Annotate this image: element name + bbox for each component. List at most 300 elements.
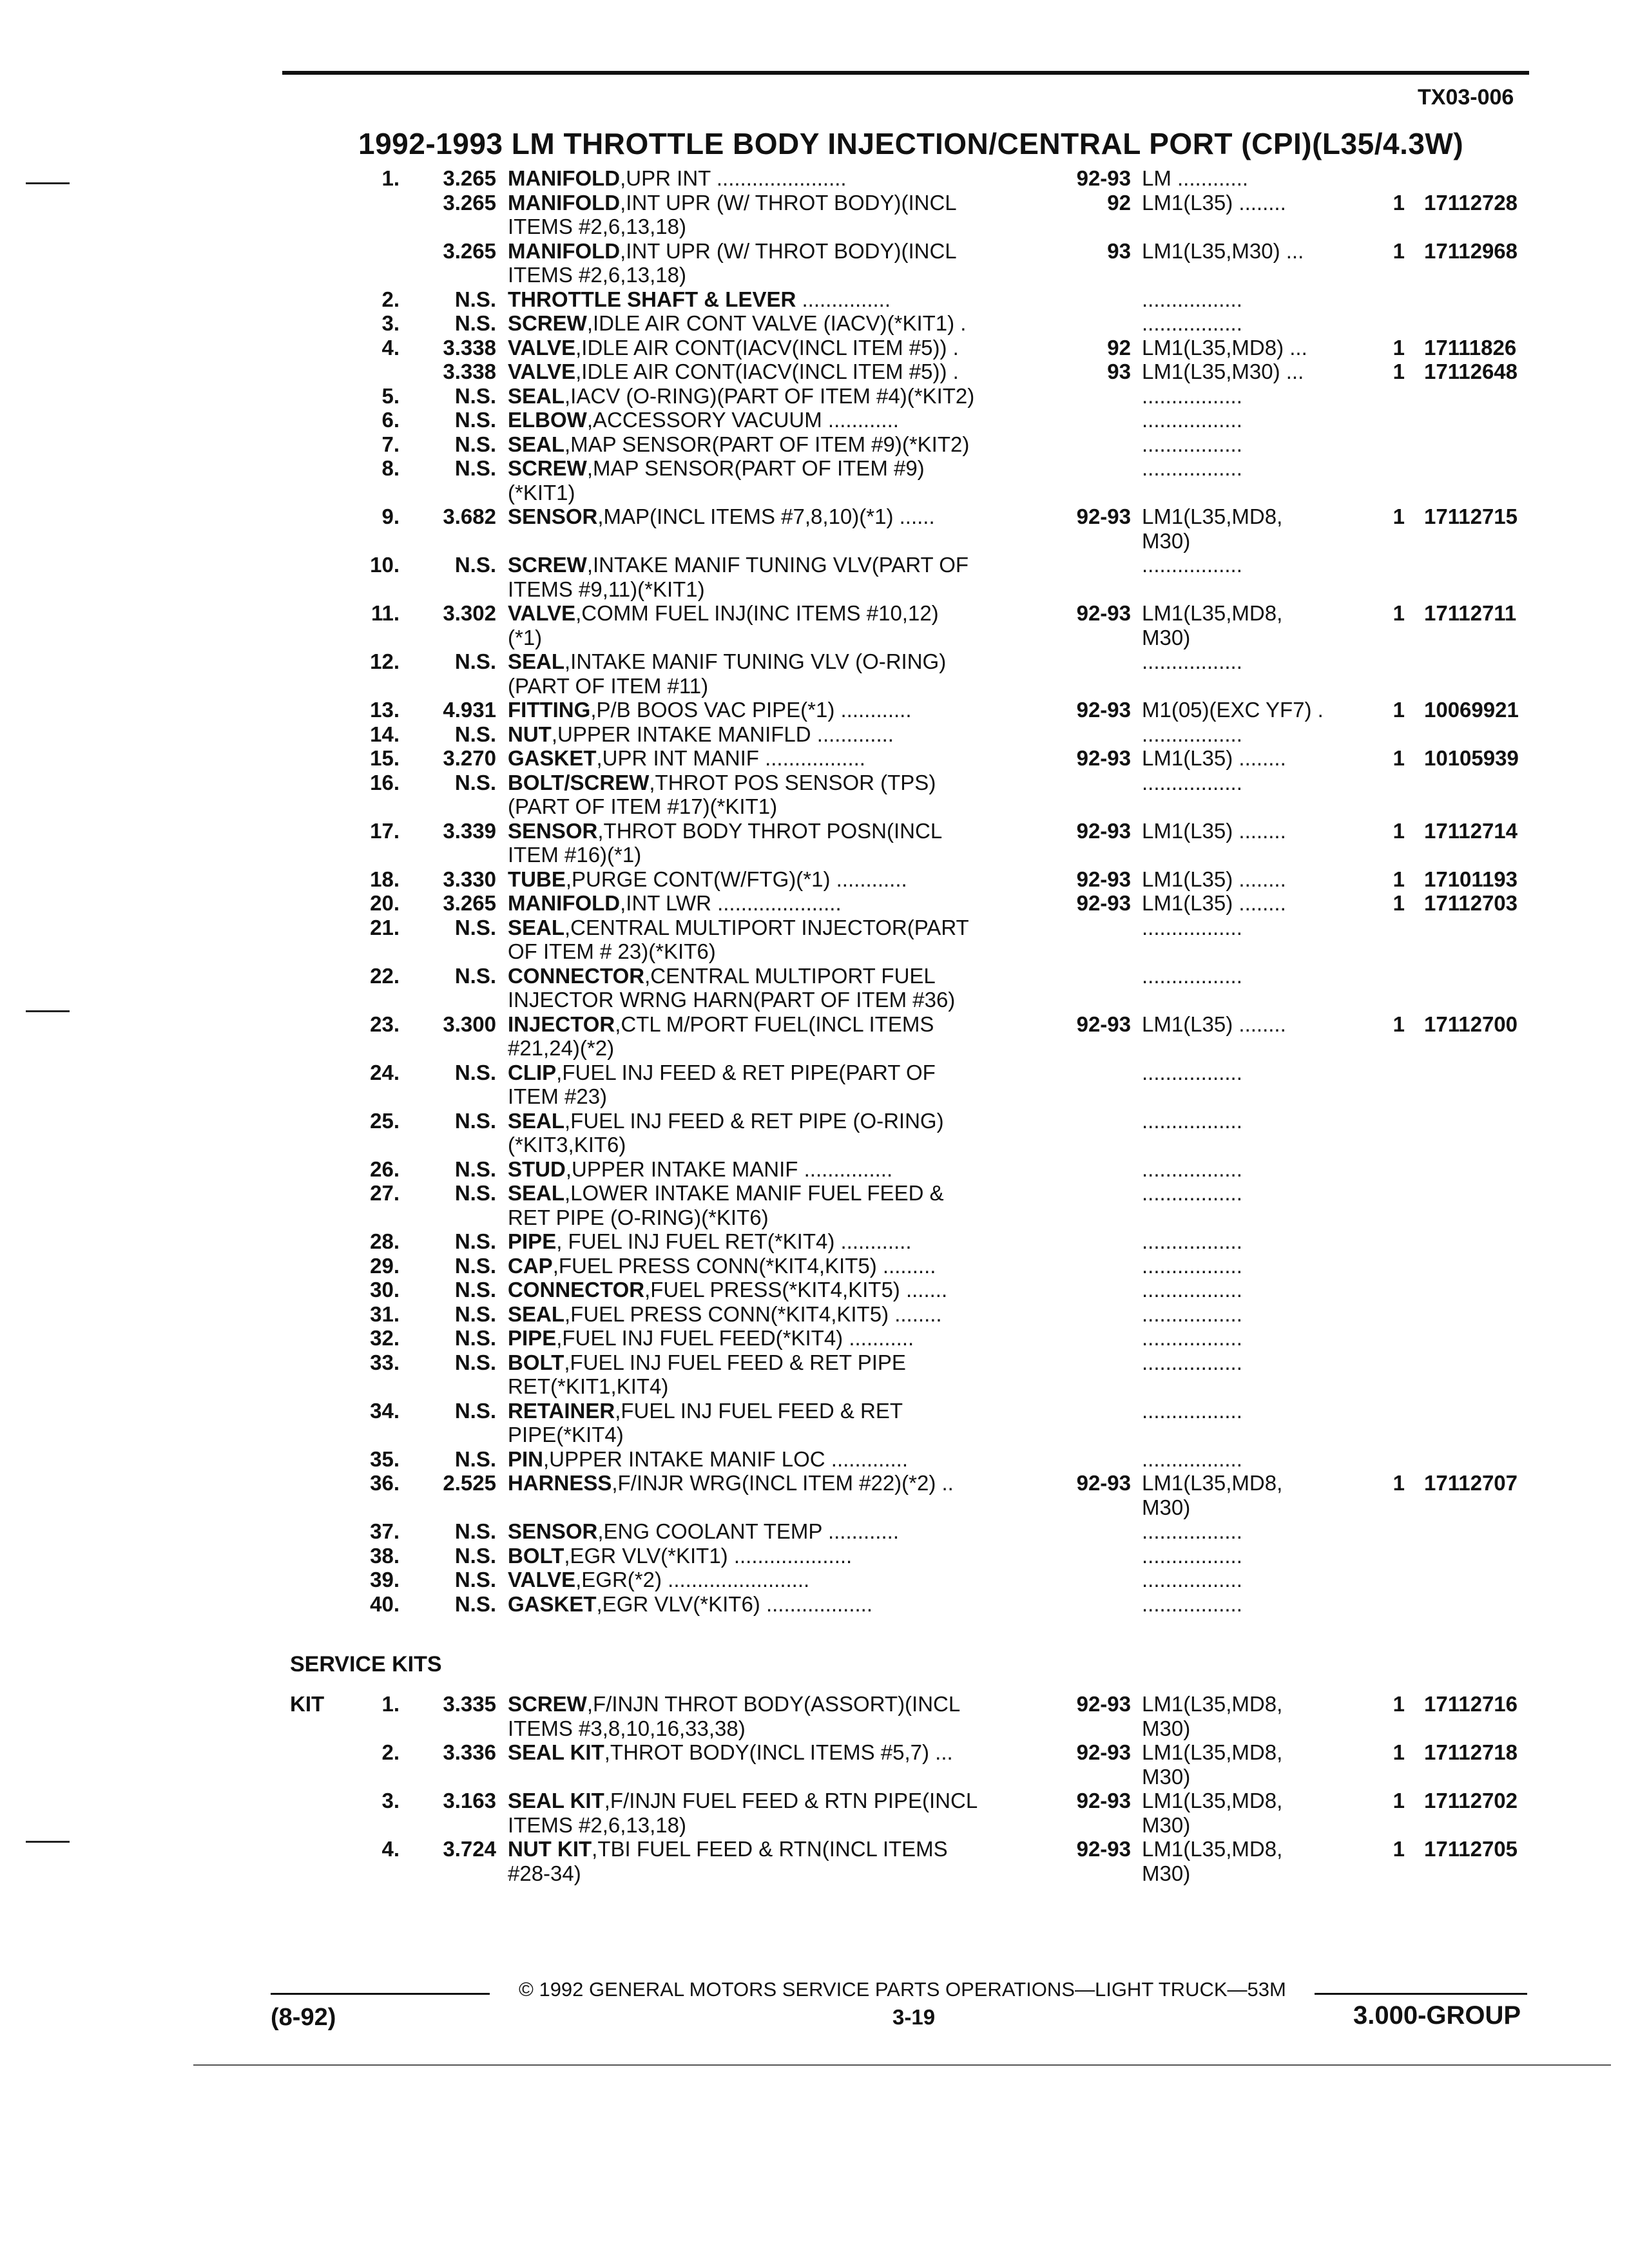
part-detail: #21,24)(*2) [508, 1036, 615, 1060]
table-row [271, 1157, 1592, 1182]
part-detail: ,THROT BODY THROT POSN(INCL [597, 818, 943, 843]
group-number: 3.265 [443, 166, 496, 190]
description [508, 1861, 581, 1886]
group-number: 3.265 [443, 238, 496, 263]
model-code: ................. [1142, 1326, 1242, 1350]
part-number: 17112716 [1424, 1692, 1518, 1716]
part-detail: ,COMM FUEL INJ(INC ITEMS #10,12) [575, 601, 939, 625]
model-code: LM1(L35,MD8, [1142, 1789, 1283, 1812]
item-number: 34. [370, 1398, 400, 1423]
model-code: ................. [1142, 1278, 1242, 1302]
part-number: 17112715 [1424, 505, 1518, 528]
description [508, 1789, 978, 1813]
table-row [271, 722, 1592, 747]
table-row [271, 771, 1592, 795]
footer-rule-right [1315, 1993, 1527, 1995]
part-name: MANIFOLD [508, 891, 621, 915]
model-code: LM1(L35,MD8, [1142, 1471, 1283, 1495]
group-number: 3.338 [443, 335, 496, 360]
description [508, 1837, 948, 1861]
top-rule [282, 71, 1529, 75]
model-code: ................. [1142, 383, 1242, 408]
part-detail: (*KIT1) [508, 480, 575, 505]
part-detail: ,FUEL INJ FUEL FEED & RET PIPE [564, 1350, 906, 1374]
table-row [271, 384, 1592, 408]
description [508, 1206, 769, 1230]
model-years: 92-93 [1076, 746, 1131, 770]
table-row [271, 336, 1592, 360]
group-number: N.S. [454, 1278, 496, 1302]
group-number: N.S. [454, 1350, 496, 1374]
description [508, 601, 939, 626]
table-row [271, 529, 1592, 553]
part-name: SEAL [508, 649, 565, 673]
quantity: 1 [1393, 698, 1405, 722]
group-number: N.S. [454, 1519, 496, 1543]
model-code: ................. [1142, 722, 1242, 746]
item-number: 38. [370, 1543, 400, 1568]
item-number: 14. [370, 722, 400, 746]
part-detail: INJECTOR WRNG HARN(PART OF ITEM #36) [508, 988, 956, 1012]
group-number: 3.163 [443, 1789, 496, 1812]
group-number: 3.270 [443, 746, 496, 770]
group-number: 3.338 [443, 360, 496, 383]
model-years: 92-93 [1076, 1789, 1131, 1812]
part-name: TUBE [508, 867, 566, 891]
part-detail: ,MAP SENSOR(PART OF ITEM #9)(*KIT2) [564, 432, 970, 456]
description [508, 722, 894, 747]
table-row [271, 964, 1592, 988]
description [508, 263, 686, 287]
model-code: ................. [1142, 1398, 1242, 1423]
part-detail: ,CENTRAL MULTIPORT FUEL [644, 963, 936, 988]
description [508, 577, 705, 602]
part-number: 17112707 [1424, 1471, 1518, 1495]
model-code: ................. [1142, 1350, 1242, 1374]
model-code: M30) [1142, 1764, 1191, 1789]
description [508, 1716, 746, 1741]
table-row [271, 1350, 1592, 1375]
part-detail: ,CENTRAL MULTIPORT INJECTOR(PART [564, 915, 969, 939]
part-detail: ,CTL M/PORT FUEL(INCL ITEMS [615, 1012, 934, 1036]
item-number: 26. [370, 1157, 400, 1181]
part-name: SENSOR [508, 818, 598, 843]
table-row [271, 1302, 1592, 1327]
group-number: N.S. [454, 408, 496, 432]
part-detail: ,EGR VLV(*KIT6) .................. [596, 1591, 872, 1616]
group-number: 3.682 [443, 505, 496, 528]
part-detail: RET PIPE (O-RING)(*KIT6) [508, 1205, 769, 1229]
description [508, 1519, 899, 1544]
item-number: 18. [370, 867, 400, 891]
model-code: LM1(L35,MD8, [1142, 601, 1283, 625]
table-row [271, 746, 1592, 771]
group-number: N.S. [454, 1446, 496, 1471]
group-number: N.S. [454, 432, 496, 456]
quantity: 1 [1393, 1692, 1405, 1716]
item-number: 29. [370, 1253, 400, 1278]
part-name: VALVE [508, 601, 576, 625]
part-name: RETAINER [508, 1398, 615, 1423]
description [508, 336, 959, 360]
quantity: 1 [1393, 1471, 1405, 1495]
group-number: 3.302 [443, 601, 496, 625]
group-number: N.S. [454, 287, 496, 311]
model-years: 92 [1107, 335, 1131, 360]
group-number: N.S. [454, 1253, 496, 1278]
model-code: M30) [1142, 625, 1191, 649]
table-row [271, 1399, 1592, 1423]
margin-mark [26, 182, 70, 184]
footer-copyright: © 1992 GENERAL MOTORS SERVICE PARTS OPERATIONS—LIGHT TRUCK—53M [519, 1978, 1286, 2001]
group-number: N.S. [454, 1591, 496, 1616]
part-number: 10105939 [1424, 746, 1519, 770]
model-years: 92-93 [1076, 1692, 1131, 1716]
table-row [271, 215, 1592, 239]
item-number: 39. [370, 1568, 400, 1591]
margin-mark [26, 1841, 70, 1843]
item-number: 22. [370, 963, 400, 988]
description [508, 1350, 906, 1375]
part-name: SCREW [508, 1692, 587, 1716]
model-years: 92-93 [1076, 1740, 1131, 1764]
table-row [271, 1254, 1592, 1278]
quantity: 1 [1393, 505, 1405, 528]
page-title: 1992-1993 LM THROTTLE BODY INJECTION/CENTRAL PORT (CPI)(L35/4.3W) [358, 127, 1464, 160]
page-number: 3-19 [892, 2005, 936, 2029]
part-name: PIPE [508, 1229, 557, 1253]
part-name: PIPE [508, 1326, 557, 1350]
part-detail: ,EGR(*2) ........................ [575, 1568, 810, 1591]
table-row [271, 1519, 1592, 1544]
table-row [271, 1012, 1592, 1037]
group-number: N.S. [454, 1108, 496, 1133]
description [508, 432, 969, 457]
part-name: CLIP [508, 1060, 557, 1084]
model-code: ................. [1142, 1060, 1242, 1084]
footer-rule-left [271, 1993, 490, 1995]
item-number: 11. [371, 601, 400, 625]
table-row [271, 626, 1592, 650]
part-name: ELBOW [508, 408, 587, 432]
part-detail: ,F/INJR WRG(INCL ITEM #22)(*2) .. [612, 1471, 954, 1495]
description [508, 1157, 892, 1182]
description [508, 626, 542, 650]
part-name: CONNECTOR [508, 963, 645, 988]
parts-list [271, 166, 1592, 1616]
part-name: SEAL [508, 1181, 565, 1205]
table-row [271, 649, 1592, 674]
model-code: LM1(L35,M30) ... [1142, 238, 1304, 263]
part-detail: ITEMS #2,6,13,18) [508, 263, 686, 287]
model-code: ................. [1142, 1543, 1242, 1568]
model-code: LM1(L35,MD8, [1142, 1692, 1283, 1716]
quantity: 1 [1393, 891, 1405, 915]
part-number: 17112648 [1424, 360, 1518, 383]
part-name: CONNECTOR [508, 1278, 645, 1302]
part-name: STUD [508, 1157, 566, 1181]
table-row [271, 794, 1592, 819]
table-row [271, 819, 1592, 843]
part-detail: ITEM #16)(*1) [508, 843, 642, 867]
description [508, 1012, 934, 1037]
part-name: SENSOR [508, 505, 598, 528]
model-code: LM1(L35) ........ [1142, 891, 1286, 915]
group-number: 3.330 [443, 867, 496, 891]
table-row [271, 601, 1592, 626]
model-code: ................. [1142, 1157, 1242, 1181]
description [508, 916, 969, 940]
table-row [271, 1471, 1592, 1495]
model-years: 92-93 [1076, 1837, 1131, 1861]
item-number: 13. [370, 698, 400, 722]
part-detail: ITEMS #9,11)(*KIT1) [508, 577, 705, 601]
part-name: SCREW [508, 553, 587, 577]
description [508, 384, 974, 408]
table-row [271, 263, 1592, 287]
model-years: 92-93 [1076, 698, 1131, 722]
service-kits-list [271, 1692, 1592, 1885]
part-detail: #28-34) [508, 1861, 581, 1885]
item-number: 30. [370, 1278, 400, 1302]
part-detail: ,INT LWR ..................... [620, 891, 842, 915]
model-years: 92-93 [1076, 867, 1131, 891]
part-detail: ,FUEL INJ FUEL FEED(*KIT4) ........... [556, 1326, 914, 1350]
part-number: 17112714 [1424, 818, 1518, 843]
description [508, 191, 957, 215]
table-row [271, 1592, 1592, 1617]
part-detail: ,UPR INT ...................... [620, 166, 847, 190]
group-number: N.S. [454, 311, 496, 335]
part-detail: ,FUEL PRESS CONN(*KIT4,KIT5) ........ [564, 1302, 942, 1326]
part-detail: PIPE(*KIT4) [508, 1423, 624, 1446]
table-row [271, 1061, 1592, 1085]
model-code: ................. [1142, 553, 1242, 577]
group-number: 3.265 [443, 891, 496, 915]
table-row [271, 505, 1592, 529]
description [508, 698, 912, 722]
part-detail: ,THROT BODY(INCL ITEMS #5,7) ... [604, 1740, 953, 1764]
model-code: M30) [1142, 1861, 1191, 1885]
item-number: 20. [370, 891, 400, 915]
group-number: 3.300 [443, 1012, 496, 1036]
description [508, 1692, 960, 1716]
description [508, 1592, 872, 1617]
item-number: 31. [370, 1302, 400, 1326]
part-name: CAP [508, 1253, 553, 1278]
model-code: ................. [1142, 1108, 1242, 1133]
description [508, 311, 966, 336]
model-code: M30) [1142, 528, 1191, 553]
quantity: 1 [1393, 746, 1405, 770]
part-number: 17112968 [1424, 238, 1518, 263]
description [508, 1374, 668, 1399]
item-number: 3. [381, 311, 400, 335]
part-name: GASKET [508, 1591, 597, 1616]
table-row [271, 988, 1592, 1012]
item-number: 2. [381, 1740, 400, 1764]
model-code: LM1(L35) ........ [1142, 746, 1286, 770]
part-name: THROTTLE SHAFT & LEVER [508, 287, 796, 311]
model-code: ................. [1142, 1253, 1242, 1278]
item-number: 1. [381, 1692, 400, 1716]
part-name: SCREW [508, 311, 587, 335]
part-number: 17112705 [1424, 1837, 1518, 1861]
table-row [271, 408, 1592, 432]
description [508, 1471, 954, 1495]
description [508, 505, 935, 529]
table-row [271, 891, 1592, 916]
model-years: 92-93 [1076, 891, 1131, 915]
part-name: NUT KIT [508, 1837, 592, 1861]
group-number: N.S. [454, 1060, 496, 1084]
part-detail: OF ITEM # 23)(*KIT6) [508, 939, 716, 963]
table-row [271, 1109, 1592, 1133]
description [508, 746, 865, 771]
table-row [271, 674, 1592, 698]
description [508, 1813, 686, 1838]
item-number: 40. [370, 1591, 400, 1616]
part-detail: ,MAP SENSOR(PART OF ITEM #9) [586, 456, 925, 480]
description [508, 1109, 944, 1133]
group-number: N.S. [454, 1181, 496, 1205]
quantity: 1 [1393, 1789, 1405, 1812]
table-row [271, 1716, 1592, 1741]
part-detail: ,UPPER INTAKE MANIFLD ............. [551, 722, 894, 746]
group-number: N.S. [454, 770, 496, 794]
description [508, 408, 899, 432]
model-years: 92-93 [1076, 1012, 1131, 1036]
part-detail: ,F/INJN THROT BODY(ASSORT)(INCL [586, 1692, 961, 1716]
description [508, 674, 708, 698]
group-number: N.S. [454, 649, 496, 673]
part-name: SEAL [508, 432, 565, 456]
part-detail: ITEMS #2,6,13,18) [508, 215, 686, 238]
item-number: 2. [381, 287, 400, 311]
model-code: ................. [1142, 770, 1242, 794]
model-code: M30) [1142, 1812, 1191, 1837]
part-detail: ITEMS #2,6,13,18) [508, 1812, 686, 1837]
part-detail: ,EGR VLV(*KIT1) .................... [564, 1543, 853, 1568]
table-row [271, 1692, 1592, 1716]
part-number: 10069921 [1424, 698, 1519, 722]
group-number: N.S. [454, 553, 496, 577]
description [508, 553, 969, 577]
part-name: SCREW [508, 456, 587, 480]
quantity: 1 [1393, 335, 1405, 360]
table-row [271, 553, 1592, 577]
part-name: VALVE [508, 335, 576, 360]
model-years: 92-93 [1076, 601, 1131, 625]
item-number: 23. [370, 1012, 400, 1036]
part-detail: ,F/INJN FUEL FEED & RTN PIPE(INCL [604, 1789, 978, 1812]
model-years: 93 [1107, 360, 1131, 383]
part-detail: ,IDLE AIR CONT(IACV(INCL ITEM #5)) . [575, 335, 959, 360]
model-code: ................. [1142, 915, 1242, 939]
description [508, 771, 936, 795]
item-number: 5. [381, 383, 400, 408]
description [508, 891, 842, 916]
item-number: 10. [370, 553, 400, 577]
description [508, 819, 942, 843]
item-number: 25. [370, 1108, 400, 1133]
model-code: ................. [1142, 1519, 1242, 1543]
table-row [271, 939, 1592, 964]
item-number: 3. [381, 1789, 400, 1812]
group-number: N.S. [454, 1157, 496, 1181]
model-code: M1(05)(EXC YF7) . [1142, 698, 1324, 722]
part-detail: ,UPPER INTAKE MANIF ............... [565, 1157, 893, 1181]
part-name: SEAL KIT [508, 1789, 604, 1812]
table-row [271, 1229, 1592, 1254]
part-detail: ,THROT POS SENSOR (TPS) [649, 770, 936, 794]
part-detail: ,MAP(INCL ITEMS #7,8,10)(*1) ...... [597, 505, 935, 528]
table-row [271, 1813, 1592, 1838]
table-row [271, 481, 1592, 505]
part-detail: (*1) [508, 625, 543, 649]
quantity: 1 [1393, 360, 1405, 383]
footer-date: (8-92) [271, 2004, 336, 2031]
table-row [271, 1423, 1592, 1447]
item-number: 16. [370, 770, 400, 794]
item-number: 21. [370, 915, 400, 939]
description [508, 1399, 903, 1423]
part-name: SEAL [508, 915, 565, 939]
part-name: SEAL [508, 383, 565, 408]
table-row [271, 1568, 1592, 1592]
model-code: ................. [1142, 432, 1242, 456]
model-code: ................. [1142, 1568, 1242, 1591]
item-number: 4. [381, 335, 400, 360]
description [508, 1302, 942, 1327]
table-row [271, 287, 1592, 312]
part-detail: ,UPPER INTAKE MANIF LOC ............. [543, 1446, 908, 1471]
table-row [271, 1447, 1592, 1472]
part-number: 17112718 [1424, 1740, 1518, 1764]
group-number: 3.265 [443, 190, 496, 215]
table-row [271, 1374, 1592, 1399]
table-row [271, 311, 1592, 336]
part-name: BOLT [508, 1350, 564, 1374]
group-number: 3.339 [443, 818, 496, 843]
description [508, 1278, 947, 1302]
model-code: M30) [1142, 1716, 1191, 1740]
group-number: N.S. [454, 915, 496, 939]
table-row [271, 1326, 1592, 1350]
part-number: 17112700 [1424, 1012, 1518, 1036]
part-name: MANIFOLD [508, 238, 621, 263]
description [508, 1326, 914, 1350]
item-number: 27. [370, 1181, 400, 1205]
part-name: FITTING [508, 698, 591, 722]
description [508, 964, 936, 988]
table-row [271, 239, 1592, 264]
part-name: SEAL [508, 1108, 565, 1133]
model-code: LM1(L35,MD8, [1142, 1740, 1283, 1764]
part-name: SEAL [508, 1302, 565, 1326]
item-number: 36. [370, 1471, 400, 1495]
part-detail: ,INTAKE MANIF TUNING VLV (O-RING) [564, 649, 947, 673]
table-row [271, 1036, 1592, 1061]
model-code: LM ............ [1142, 166, 1249, 190]
part-name: SEAL KIT [508, 1740, 604, 1764]
item-number: 8. [381, 456, 400, 480]
part-detail: , FUEL INJ FUEL RET(*KIT4) ............ [556, 1229, 912, 1253]
model-years: 92-93 [1076, 166, 1131, 190]
quantity: 1 [1393, 238, 1405, 263]
model-code: LM1(L35) ........ [1142, 818, 1286, 843]
table-row [271, 1133, 1592, 1157]
